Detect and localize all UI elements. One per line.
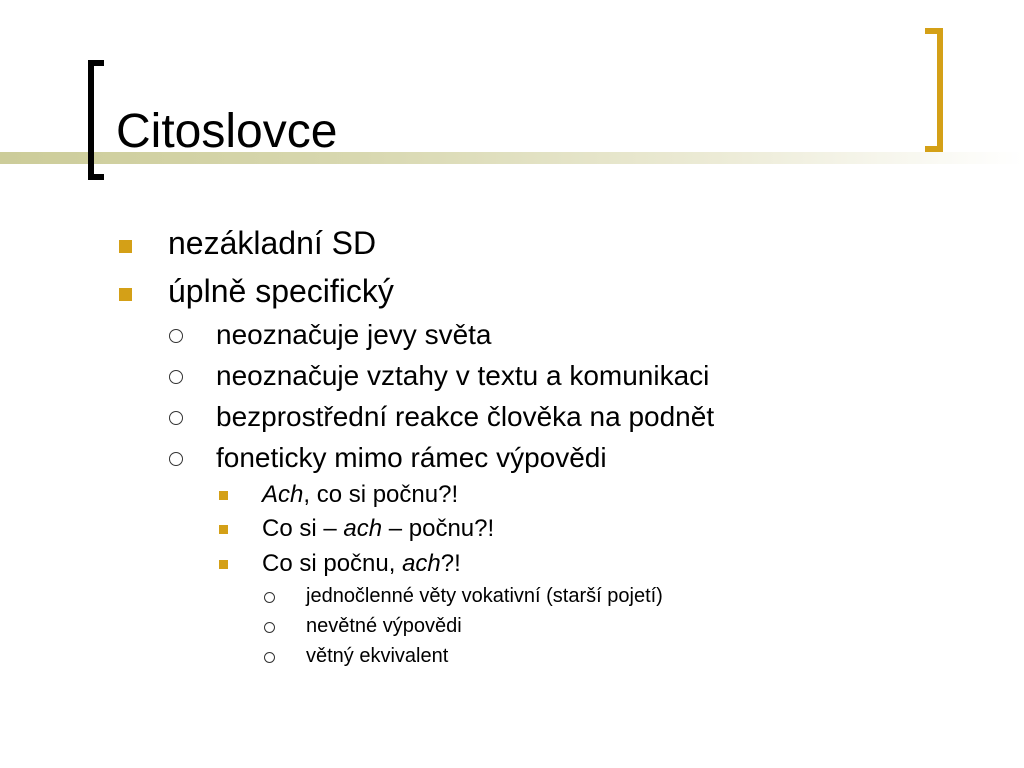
bullet-square-icon <box>119 240 132 253</box>
bullet-circle-icon <box>264 652 275 663</box>
bullet-square-icon <box>219 491 228 500</box>
bullet-square-icon <box>219 560 228 569</box>
emphasis-text: ach <box>402 550 441 577</box>
bullet-text: Co si – <box>262 515 344 542</box>
bullet-square-icon <box>119 288 132 301</box>
emphasis-text: ach <box>343 515 383 542</box>
bullet-text: Co si počnu, <box>262 550 403 577</box>
bullet-circle-icon <box>264 622 275 633</box>
bullet-l4-item: větný ekvivalent <box>306 645 449 667</box>
bullet-l2-item: foneticky mimo rámec výpovědi <box>216 442 607 473</box>
right-bracket-decoration <box>925 28 943 152</box>
bullet-circle-icon <box>169 452 183 466</box>
slide-title: Citoslovce <box>116 105 338 158</box>
bullet-text: , co si počnu?! <box>303 481 459 508</box>
bullet-circle-icon <box>169 329 183 343</box>
bullet-l3-item <box>262 514 494 544</box>
bullet-l3-item <box>262 549 461 579</box>
bullet-l4-item: jednočlenné věty vokativní (starší pojetí) <box>306 585 663 607</box>
bullet-l1-item: úplně specifický <box>168 273 394 309</box>
bullet-l2-item: bezprostřední reakce člověka na podnět <box>216 401 715 432</box>
bullet-l2-item: neoznačuje vztahy v textu a komunikaci <box>216 360 710 391</box>
bullet-l4-item: nevětné výpovědi <box>306 615 462 637</box>
bullet-l2-item: neoznačuje jevy světa <box>216 319 492 350</box>
bullet-circle-icon <box>169 411 183 425</box>
bullet-text: – počnu?! <box>382 515 495 542</box>
bullet-square-icon <box>219 525 228 534</box>
emphasis-text: Ach <box>262 481 304 508</box>
bullet-text: ?! <box>440 550 461 577</box>
bullet-circle-icon <box>169 370 183 384</box>
bullet-circle-icon <box>264 592 275 603</box>
bullet-l3-item <box>262 480 458 510</box>
bullet-l1-item: nezákladní SD <box>168 225 377 261</box>
left-bracket-decoration <box>88 60 104 180</box>
